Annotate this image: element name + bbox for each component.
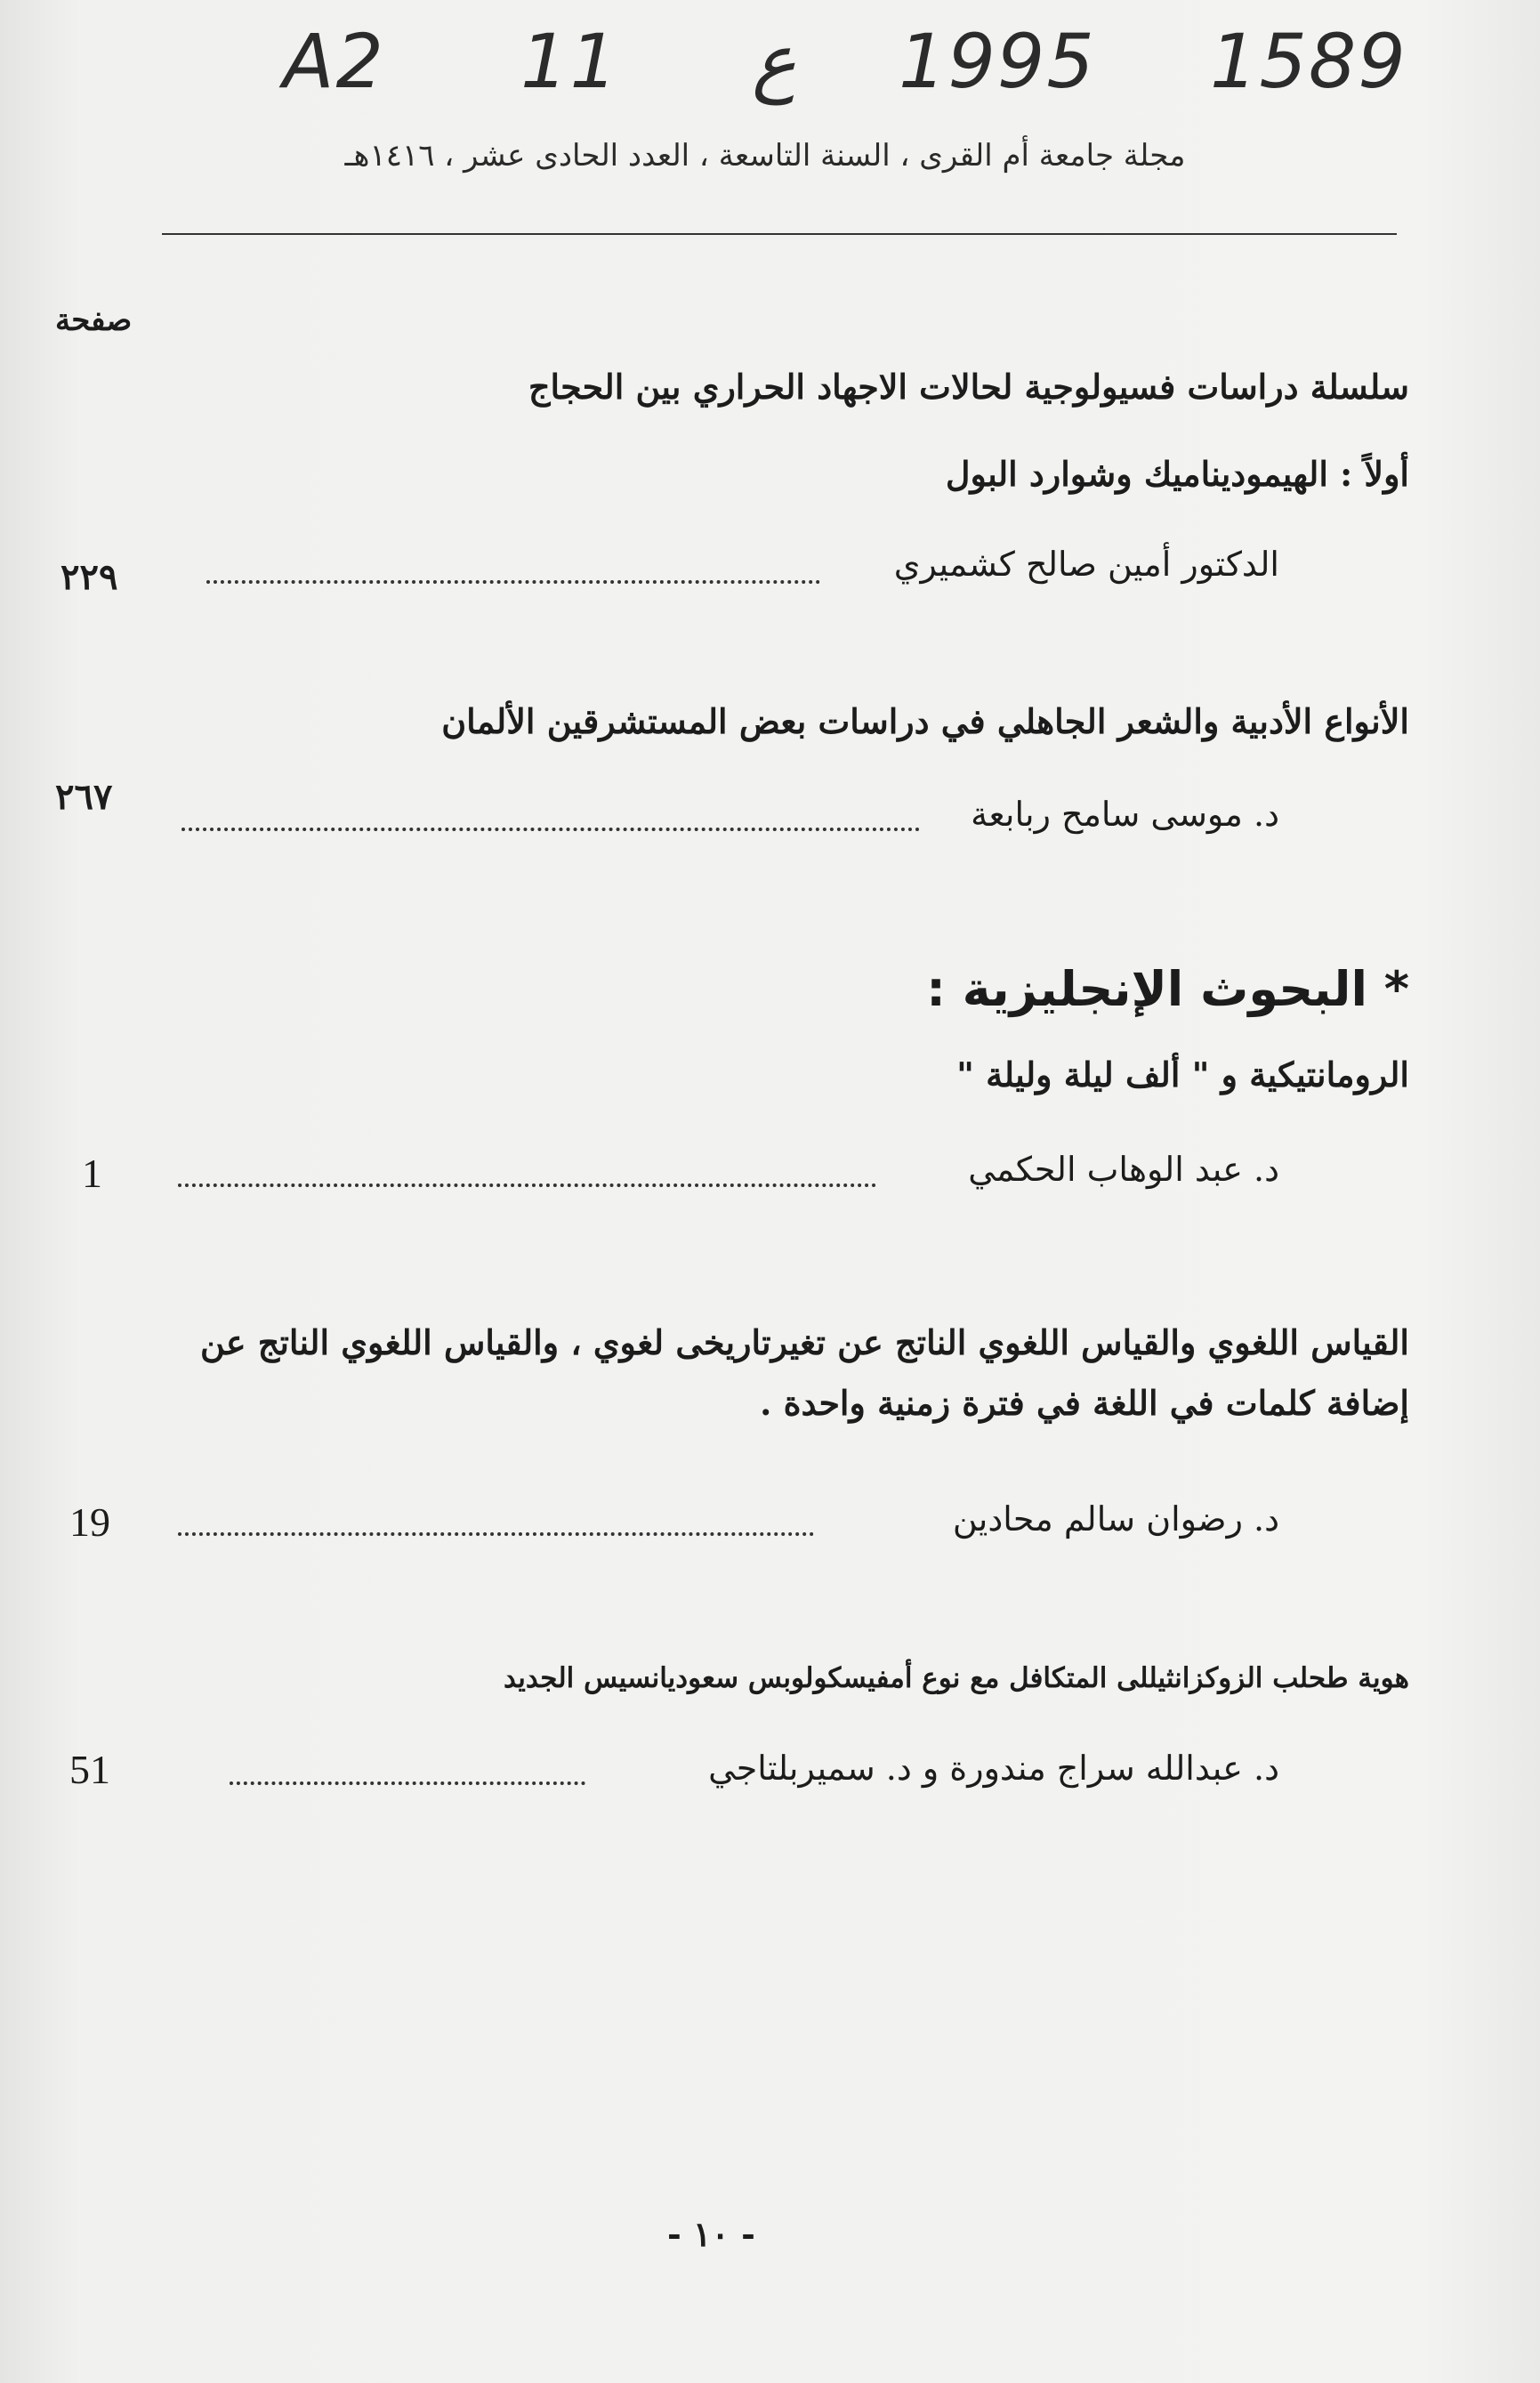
handwritten-number: 11 (520, 18, 619, 105)
handwritten-code: A2 (283, 18, 385, 105)
leader-dots (178, 1183, 876, 1187)
entry-title: القياس اللغوي والقياس اللغوي الناتج عن تغيرتاريخى لغوي ، والقياس اللغوي الناتج عن إضافة كلمات في اللغة في فترة زمنية واحدة . (199, 1322, 1409, 1423)
entry-author: د. رضوان سالم محادين (952, 1499, 1279, 1539)
handwritten-year: 1995 (899, 18, 1096, 105)
header-rule (162, 233, 1397, 235)
entry-author: د. موسى سامح ربابعة (971, 795, 1279, 834)
handwritten-id: 1589 (1210, 18, 1407, 105)
entry-page-number: ٢٦٧ (55, 776, 113, 818)
entry-page-number: ٢٢٩ (60, 556, 118, 598)
entry-page-number: 19 (69, 1499, 110, 1545)
entry-author: د. عبد الوهاب الحكمي (968, 1150, 1279, 1189)
entry-title: هوية طحلب الزوكزانثيللى المتكافل مع نوع أمفيسكولوبس سعودیانسيس الجديد (504, 1662, 1409, 1694)
entry-page-number: 51 (69, 1747, 110, 1792)
leader-dots (230, 1781, 585, 1785)
journal-header: مجلة جامعة أم القرى ، السنة التاسعة ، العدد الحادى عشر ، ١٤١٦هـ (344, 138, 1186, 174)
entry-page-number: 1 (82, 1151, 102, 1196)
leader-dots (181, 828, 920, 831)
handwritten-letter: ع (752, 18, 797, 105)
page-footer-number: - ١٠ - (667, 2214, 755, 2254)
entry-author: الدكتور أمين صالح كشميري (893, 545, 1279, 584)
section-heading: * البحوث الإنجليزية : (926, 961, 1409, 1017)
leader-dots (206, 580, 820, 584)
leader-dots (178, 1532, 814, 1536)
entry-title: الأنواع الأدبية والشعر الجاهلي في دراسات بعض المستشرقين الألمان (441, 701, 1409, 741)
page-column-label: صفحة (55, 303, 133, 338)
entry-title: الرومانتيكية و " ألف ليلة وليلة " (956, 1054, 1409, 1095)
entry-subtitle: أولاً : الهيموديناميك وشوارد البول (945, 454, 1409, 494)
entry-title: سلسلة دراسات فسيولوجية لحالات الاجهاد الحراري بين الحجاج (528, 367, 1409, 407)
entry-author: د. عبدالله سراج مندورة و د. سميربلتاجي (708, 1749, 1279, 1788)
